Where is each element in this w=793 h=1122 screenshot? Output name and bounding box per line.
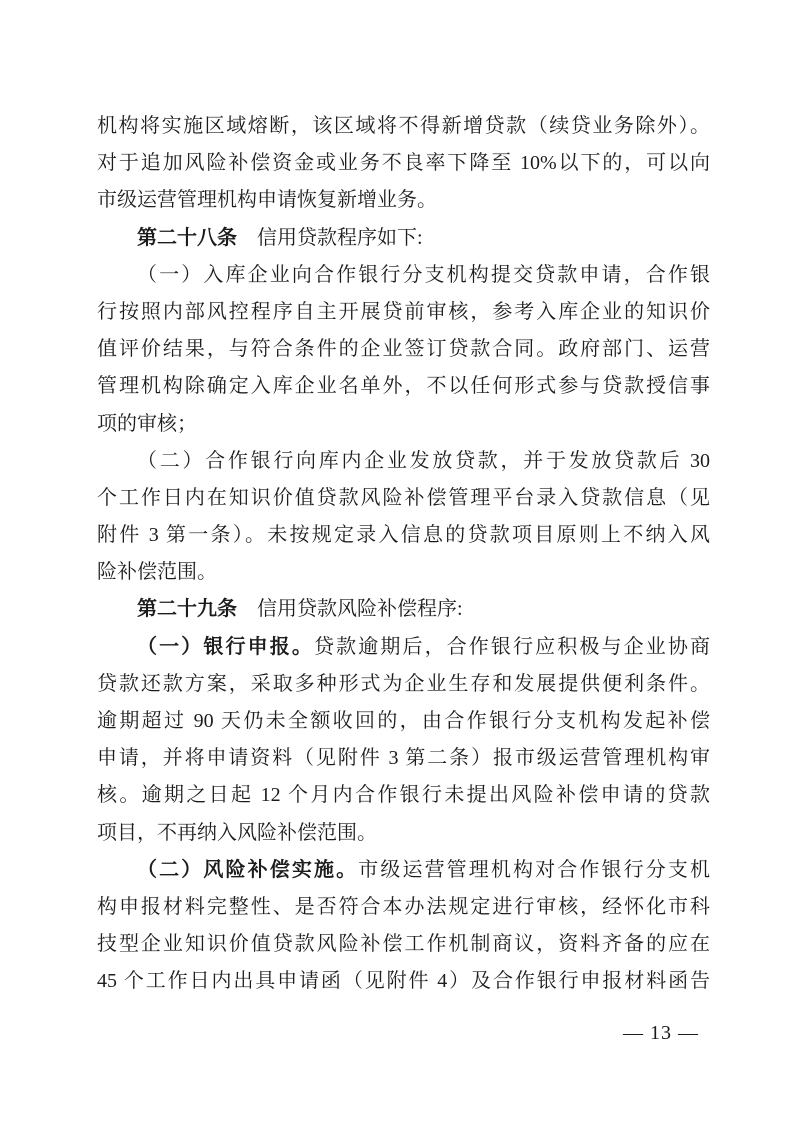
text-line: 45 个工作日内出具申请函（见附件 4）及合作银行申报材料函告 (97, 970, 710, 993)
text-line: 机构将实施区域熔断，该区域将不得新增贷款（续贷业务除外）。 (97, 115, 710, 137)
clause-text: 市级运营管理机构对合作银行分支机 (358, 858, 710, 881)
article-title: 信用贷款程序如下: (237, 226, 423, 249)
text-line: 技型企业知识价值贷款风险补偿工作机制商议，资料齐备的应在 (97, 933, 710, 956)
article-heading-line (97, 220, 710, 257)
text-line: 逾期超过 90 天仍未全额收回的，由合作银行分支机构发起补偿 (97, 710, 710, 732)
text-line: 值评价结果，与符合条件的企业签订贷款合同。政府部门、运营 (97, 338, 710, 361)
clause-text: 贷款逾期后，合作银行应积极与企业协商 (313, 635, 710, 658)
text-line: 对于追加风险补偿资金或业务不良率下降至 10%以下的，可以向 (97, 152, 710, 175)
text-line (97, 852, 710, 889)
clause-heading: （一）银行申报。 (137, 635, 314, 658)
clause-heading: （二）风险补偿实施。 (137, 858, 359, 881)
text-line: （一）入库企业向合作银行分支机构提交贷款申请，合作银 (137, 263, 710, 286)
text-line: 附件 3 第一条）。未按规定录入信息的贷款项目原则上不纳入风 (97, 524, 710, 547)
article-heading-line (97, 591, 710, 628)
text-line: 项的审核； (97, 412, 197, 435)
text-line: 个工作日内在知识价值贷款风险补偿管理平台录入贷款信息（见 (97, 486, 710, 509)
text-line: 申请，并将申请资料（见附件 3 第二条）报市级运营管理机构审 (97, 747, 710, 770)
text-line: 项目，不再纳入风险补偿范围。 (97, 821, 377, 844)
article-title: 信用贷款风险补偿程序: (237, 598, 463, 621)
text-line: 核。逾期之日起 12 个月内合作银行未提出风险补偿申请的贷款 (97, 784, 710, 807)
text-line: 市级运营管理机构申请恢复新增业务。 (97, 189, 437, 212)
text-line: 险补偿范围。 (97, 561, 217, 584)
article-number: 第二十八条 (137, 226, 237, 249)
document-body (97, 108, 710, 1001)
text-line: 贷款还款方案，采取多种形式为企业生存和发展提供便利条件。 (97, 672, 710, 695)
article-number: 第二十九条 (137, 598, 237, 621)
text-line: 管理机构除确定入库企业名单外，不以任何形式参与贷款授信事 (97, 375, 710, 398)
text-line: 行按照内部风控程序自主开展贷前审核，参考入库企业的知识价 (97, 300, 710, 323)
text-line: （二）合作银行向库内企业发放贷款，并于发放贷款后 30 (137, 449, 710, 472)
page-number: — 13 — (623, 1022, 699, 1044)
text-line (97, 629, 710, 666)
text-line: 构申报材料完整性、是否符合本办法规定进行审核，经怀化市科 (97, 895, 710, 918)
